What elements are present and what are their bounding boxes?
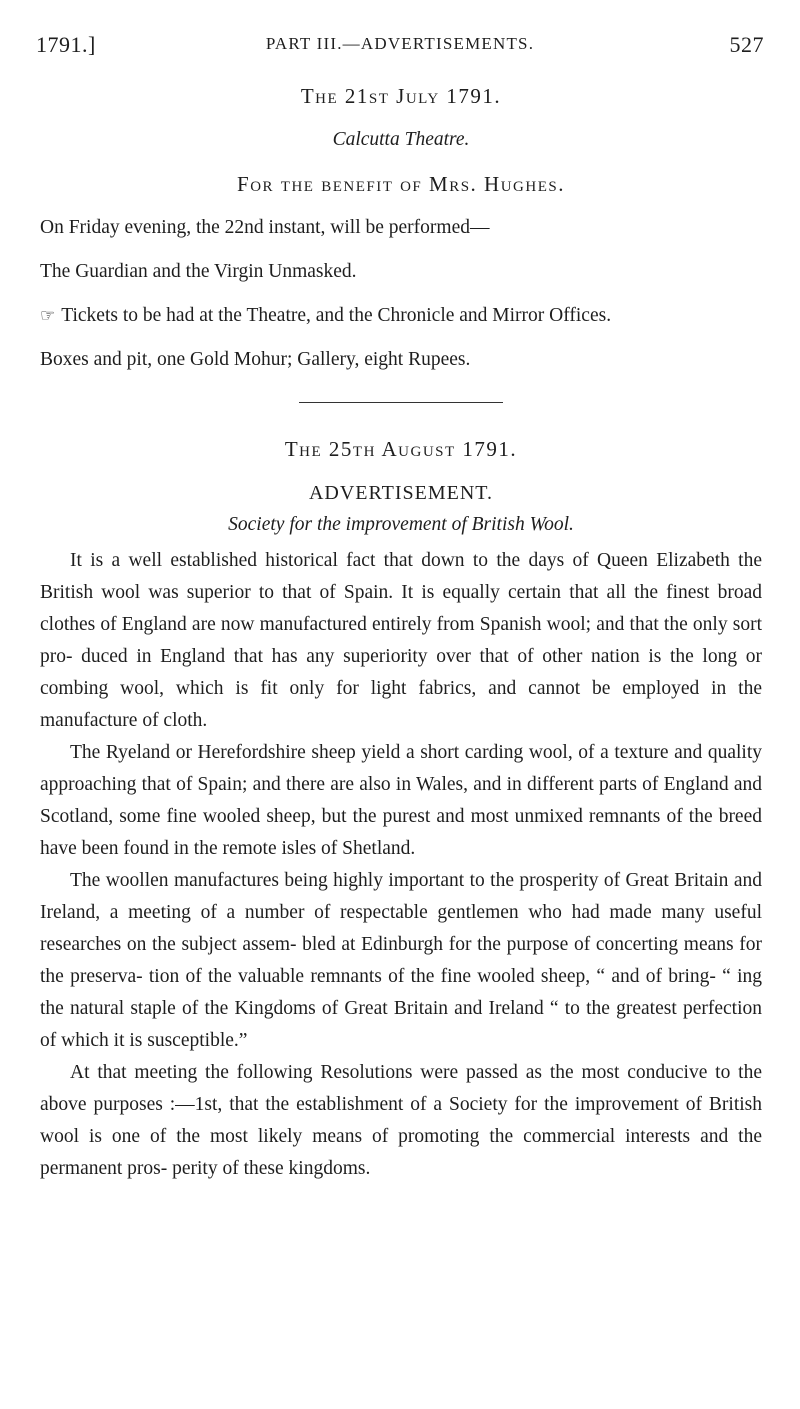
notice1-date: The 21st July 1791. <box>300 84 502 108</box>
notice1-performance: On Friday evening, the 22nd instant, will be performed— <box>40 217 490 238</box>
notice2-paragraph-1: It is a well established historical fact that down to the days of Queen Elizabeth the British wool was superior to that of Spain. It is equally certain that all the finest broad clothes of England are now manufactured entirely from Spanish wool; and that the only sort pro- duced in England that has any superiority over that of other nation is the long or combing wool, which is fit only for light fabrics, and cannot be employed in the manufacture of cloth. <box>40 550 762 731</box>
notice1-prices: Boxes and pit, one Gold Mohur; Gallery, eight Rupees. <box>40 349 471 370</box>
running-head-year: 1791.] <box>36 32 96 57</box>
notice2-paragraph-2: The Ryeland or Herefordshire sheep yield a short carding wool, of a texture and quality approaching that of Spain; and there are also in Wales, and in different parts of England and Scotland, some fine wooled sheep, but the purest and most unmixed remnants of the breed have been found in the remote isles of Shetland. <box>40 742 762 859</box>
running-head-section: PART III.—ADVERTISEMENTS. <box>265 34 535 53</box>
notice2-date: The 25th August 1791. <box>284 437 518 461</box>
section-divider <box>299 402 503 403</box>
notice1-benefit: For the benefit of Mrs. Hughes. <box>237 172 565 196</box>
notice2-paragraph-4: At that meeting the following Resolutions were passed as the most conducive to the above purposes :—1st, that the establishment of a Society for the improvement of British wool is one of the most likely means of promoting the commercial interests and the permanent pros- perity of these kingdoms. <box>40 1062 762 1179</box>
running-head <box>36 32 764 62</box>
notice2-heading: ADVERTISEMENT. <box>308 482 494 504</box>
page-number: 527 <box>729 32 764 57</box>
notice1-play: The Guardian and the Virgin Unmasked. <box>40 261 357 282</box>
page-content <box>40 80 762 1185</box>
pointing-hand-icon: ☞ <box>40 306 56 325</box>
notice1-tickets: Tickets to be had at the Theatre, and the Chronicle and Mirror Offices. <box>61 305 612 326</box>
notice2-subheading: Society for the improvement of British Wool. <box>228 514 574 535</box>
notice1-venue: Calcutta Theatre. <box>332 129 470 150</box>
notice1-tickets-paragraph <box>40 300 762 332</box>
notice2-paragraph-3: The woollen manufactures being highly important to the prosperity of Great Britain and Ireland, a meeting of a number of respectable gentlemen who had made many useful researches on the subject assem- bled at Edinburgh for the purpose of concerting means for the preserva- tion of the valuable remnants of the fine wooled sheep, “ and of bring- “ ing the natural staple of the Kingdoms of Great Britain and Ireland “ to the greatest perfection of which it is susceptible.” <box>40 870 762 1051</box>
